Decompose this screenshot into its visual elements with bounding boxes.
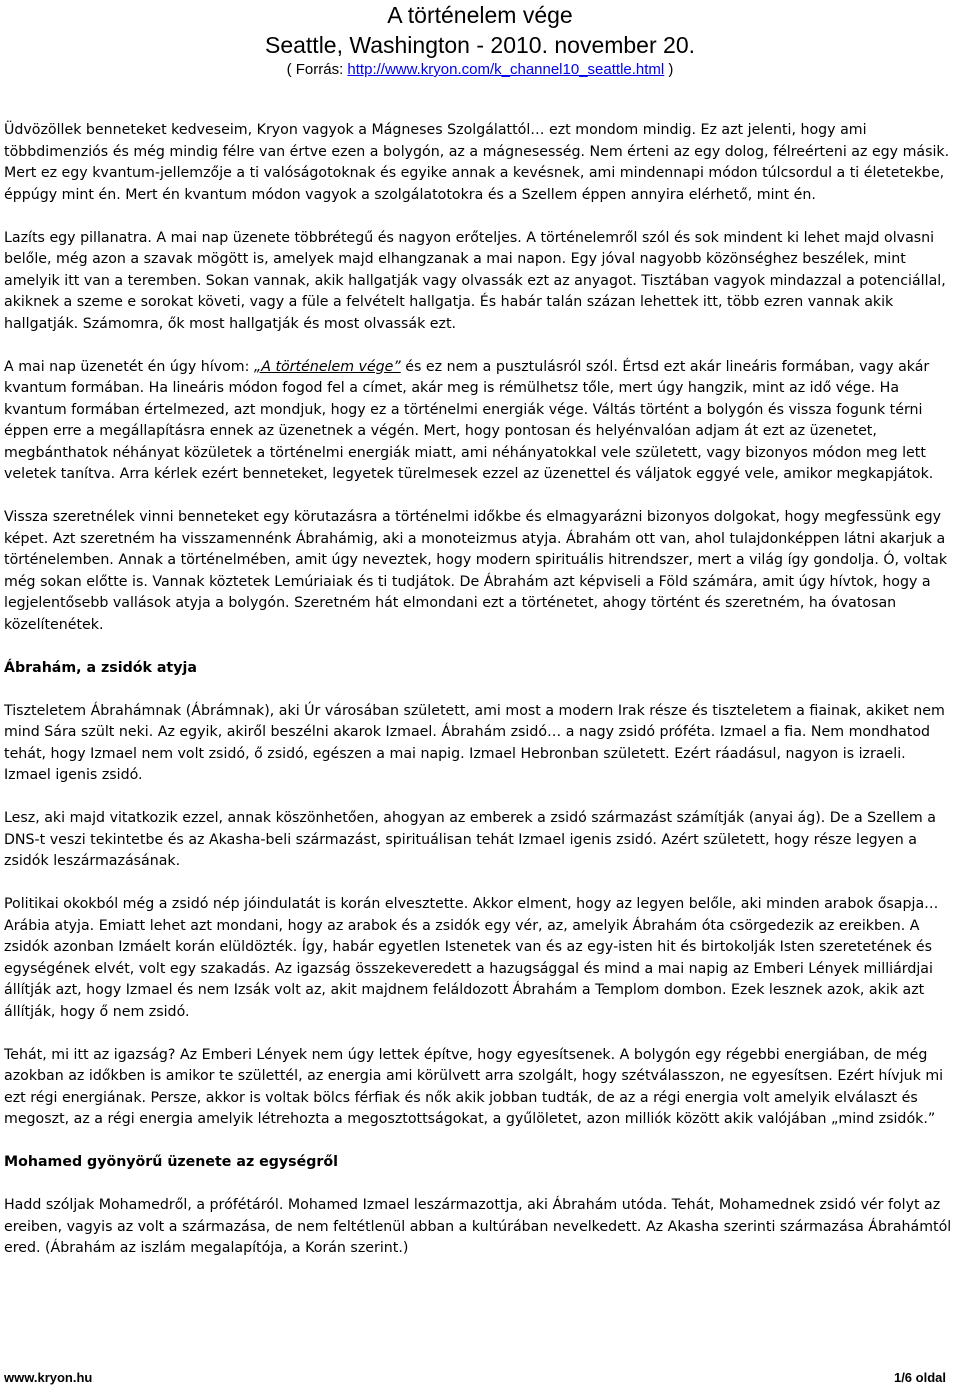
paragraph-relax: Lazíts egy pillanatra. A mai nap üzenete többrétegű és nagyon erőteljes. A történelemről szól és sok mindent ki lehet majd olvasni belőle, még azon a szavak mögött is, amelyek majd elhangzanak a mai napon. Egy jóval nagyobb közönséghez beszélek, mint amelyik itt van a teremben. Sokan vannak, akik hallgatják vagy olvassák ezt az anyagot. Tisztában vagyok mindazzal a potenciállal, akiknek a szeme e sorokat követi, vagy a füle a felvételt hallgatja. És habár talán százan lehettek itt, több ezren vannak akik hallgatják. Számomra, ők most hallgatják és most olvassák ezt. (4, 229, 946, 332)
footer-site: www.kryon.hu (4, 1370, 93, 1385)
section-heading-mohamed: Mohamed gyönyörű üzenete az egységről (4, 1154, 338, 1170)
document-subtitle: Seattle, Washington - 2010. november 20. (264, 32, 695, 58)
paragraph-message-title (4, 357, 952, 486)
document-body (4, 120, 952, 1281)
paragraph-greeting: Üdvözöllek benneteket kedveseim, Kryon vagyok a Mágneses Szolgálattól… ezt mondom mindig. Ez azt jelenti, hogy ami többdimenziós és még mindig félre van értve ezen a bolygón, az a mágnesesség. Nem érteni az egy dolog, félreérteni az egy másik. Mert ez egy kvantum-jellemzője a ti valóságotoknak és egyike annak a kevésnek, ami mindennapi módon túlcsordul a ti életetekbe, éppúgy mint én. Mert én kvantum módon vagyok a szolgálatotokra és a Szellem éppen annyira elérhető, mint én. (4, 122, 950, 203)
source-link[interactable]: http://www.kryon.com/k_channel10_seattle.html (347, 61, 665, 78)
paragraph-abraham: Tiszteletem Ábrahámnak (Ábrámnak), aki Úr városában született, ami most a modern Irak része és tiszteletem a fiainak, akiket nem mind Sára szült neki. Az egyik, akiről beszélni akarok Izmael. Ábrahám zsidó… a nagy zsidó próféta. Izmael a fia. Nem mondhatod tehát, hogy Izmael nem volt zsidó, ő zsidó, egészen a mai napig. Izmael Hebronban született. Ezért ráadásul, nagyon is izraeli. Izmael igenis zsidó. (4, 702, 945, 783)
section-heading-abraham: Ábrahám, a zsidók atyja (4, 659, 197, 676)
source-prefix: ( Forrás: (286, 61, 348, 78)
paragraph-journey: Vissza szeretnélek vinni benneteket egy körutazásra a történelmi időkbe és elmagyarázni bizonyos dolgokat, hogy megfessünk egy képet. Azt szeretném ha visszamennénk Ábrahámig, aki a monoteizmus atyja. Ábrahám ott van, ahol tulajdonképpen látni akarjuk a történelemben. Annak a történelmében, amit úgy neveztek, hogy modern spirituális hitrendszer, mert a világ így gondolja. Ó, voltak még sokan előtte is. Vannak köztetek Lemúriaiak és ti tudjátok. De Ábrahám azt képviseli a Föld számára, amit úgy hívtok, hogy a legjelentősebb vallások atyja a bolygón. Szeretném hát elmondani ezt a történetet, ahogy történt és szeretném, ha óvatosan közelítenétek. (4, 509, 948, 633)
paragraph-mohamed: Hadd szóljak Mohamedről, a prófétáról. Mohamed Izmael leszármazottja, aki Ábrahám utóda. Tehát, Mohamednek zsidó vér folyt az ereiben, vagyis az volt a származása, de nem feltétlenül abban a kultúrában nevelkedett. Az Akasha szerinti származása Ábrahámtól ered. (Ábrahám az iszlám megalapítója, a Korán szerint.) (4, 1197, 952, 1256)
paragraph-text: és ez nem a pusztulásról szól. Értsd ezt akár lineáris formában, vagy akár kvantum formában. Ha lineáris módon fogod fel a címet, akár meg is rémülhetsz tőle, mert úgy hangzik, mint az idő vége. Ha kvantum formában értelmezed, azt mondjuk, hogy ez a történelmi energiák vége. Váltás történt a bolygón és vissza fogunk térni éppen erre a megállapításra ennek az üzenetnek a végén. Mert, hogy pontosan és helyénvalóan adjam át ezt az üzenetet, megbánthatok néhányat közületek a történelmi energiák miatt, ami néhányatokkal vele született, vagy bizonyos módon meg lett veletek tanítva. Arra kérlek ezért benneteket, legyetek türelmesek ezzel az üzenettel és váljatok eggyé vele, amikor megkapjátok. (4, 358, 934, 482)
paragraph-truth: Tehát, mi itt az igazság? Az Emberi Lények nem úgy lettek építve, hogy egyesítsenek. A bolygón egy régebbi energiában, de még azokban az időkben is amikor te születtél, az energia ami körülvett arra szolgált, hogy szétválasszon, ne egyesítsen. Ezért hívjuk mi ezt régi energiának. Persze, akkor is voltak bölcs férfiak és nők akik jobban tudták, de az a régi energia volt amelyik elválaszt és megoszt, az a régi energia amelyik létrehozta a megosztottságokat, a gyűlöletet, azon milliók között akik valójában „mind zsidók.” (4, 1046, 944, 1127)
document-header (0, 0, 960, 80)
message-title-emphasis: „A történelem vége” (253, 358, 401, 375)
footer-page-number: 1/6 oldal (893, 1370, 946, 1385)
document-title: A történelem vége (387, 2, 573, 28)
source-line (0, 60, 960, 80)
paragraph-lineage: Lesz, aki majd vitatkozik ezzel, annak köszönhetően, ahogyan az emberek a zsidó származást számítják (anyai ág). De a Szellem a DNS-t veszi tekintetbe és az Akasha-beli származást, spirituálisan tehát Izmael igenis zsidó. Azért született, hogy része legyen a zsidók leszármazásának. (4, 810, 936, 869)
paragraph-text: A mai nap üzenetét én úgy hívom: (4, 358, 254, 375)
paragraph-politics: Politikai okokból még a zsidó nép jóindulatát is korán elvesztette. Akkor elment, hogy az legyen belőle, aki minden arabok ősapja… Arábia atyja. Emiatt lehet azt mondani, hogy az arabok és a zsidók egy vér, az, amelyik Ábrahám óta csörgedezik az ereikben. A zsidók azonban Izmáelt korán elüldözték. Így, habár egyetlen Istenetek van és az egy-isten hit és birtokolják Isten szeretetének és egységének elvét, volt egy szakadás. Az igazság összekeveredett a hazugsággal és mind a mai napig az Emberi Lények milliárdjai állítják azt, hogy Izmael és nem Izsák volt az, akit majdnem feláldozott Ábrahám a Templom dombon. Ezek lesznek azok, akik azt állítják, hogy ő nem zsidó. (4, 896, 939, 1020)
source-suffix: ) (664, 61, 674, 78)
